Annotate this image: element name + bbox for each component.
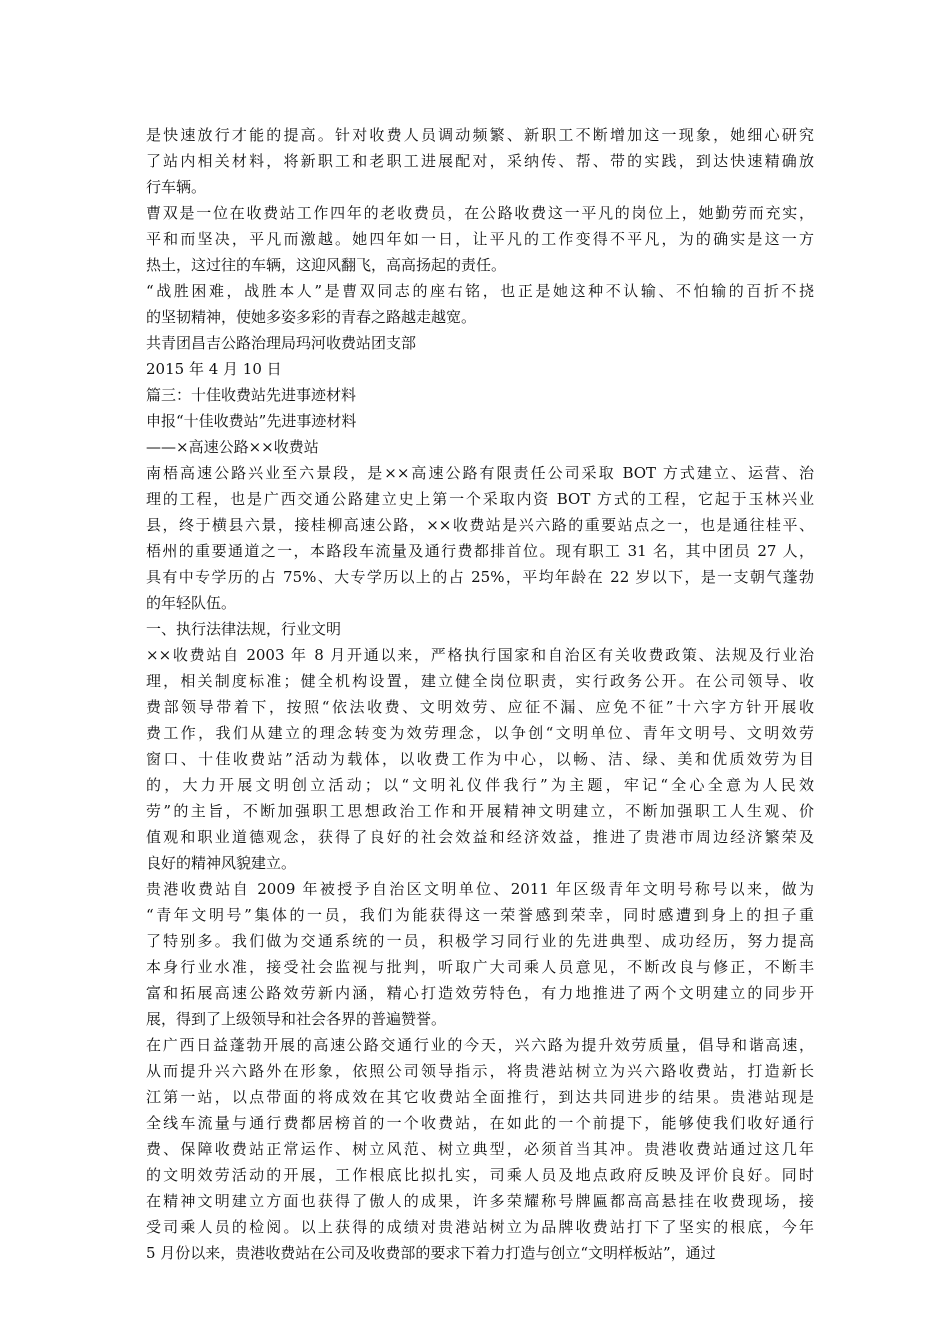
document-line: ××收费站自 2003 年 8 月开通以来，严格执行国家和自治区有关收费政策、法规及行业治 (146, 646, 814, 664)
document-paragraph (146, 1032, 814, 1266)
document-line: 贵港收费站自 2009 年被授予自治区文明单位、2011 年区级青年文明号称号以来，做为 (146, 880, 814, 898)
document-line: 值观和职业道德观念，获得了良好的社会效益和经济效益，推进了贵港市周边经济繁荣及 (146, 828, 814, 846)
document-line: 是快速放行才能的提高。针对收费人员调动频繁、新职工不断增加这一现象，她细心研究 (146, 126, 814, 144)
document-line: 理的工程，也是广西交通公路建立史上第一个采取内资 BOT 方式的工程，它起于玉林兴业 (146, 490, 814, 508)
document-line: 的文明效劳活动的开展，工作根底比拟扎实，司乘人员及地点政府反映及评价良好。同时 (146, 1166, 814, 1184)
document-page (146, 122, 814, 1266)
document-paragraph (146, 122, 814, 200)
document-line: 热土，这过往的车辆，这迎风翻飞，高高扬起的责任。 (146, 256, 507, 274)
document-line: “战胜困难，战胜本人”是曹双同志的座右铭，也正是她这种不认输、不怕输的百折不挠 (146, 282, 814, 300)
document-line: 南梧高速公路兴业至六景段，是××高速公路有限责任公司采取 BOT 方式建立、运营、治 (146, 464, 814, 482)
document-line: 具有中专学历的占 75%、大专学历以上的占 25%，平均年龄在 22 岁以下，是一支朝气蓬勃 (146, 568, 814, 586)
document-line: 窗口、十佳收费站”活动为载体，以收费工作为中心，以畅、洁、绿、美和优质效劳为目 (146, 750, 814, 768)
document-line: 受司乘人员的检阅。以上获得的成绩对贵港站树立为品牌收费站打下了坚实的根底，今年 (146, 1218, 814, 1236)
document-line: 的年轻队伍。 (146, 594, 237, 612)
document-line: 的坚韧精神，使她多姿多彩的青春之路越走越宽。 (146, 308, 477, 326)
document-paragraph (146, 330, 814, 356)
document-line: 行车辆。 (146, 178, 207, 196)
document-line: 申报“十佳收费站”先进事迹材料 (146, 412, 357, 430)
document-line: 篇三：十佳收费站先进事迹材料 (146, 386, 357, 404)
document-line: 江第一站，以点带面的将成效在其它收费站全面推行，到达共同进步的结果。贵港站现是 (146, 1088, 814, 1106)
document-line: 费工作，我们从建立的理念转变为效劳理念，以争创“文明单位、青年文明号、文明效劳 (146, 724, 814, 742)
document-line: 从而提升兴六路外在形象，依照公司领导指示，将贵港站树立为兴六路收费站，打造新长 (146, 1062, 814, 1080)
document-line: 良好的精神风貌建立。 (146, 854, 297, 872)
document-line: ——×高速公路××收费站 (146, 438, 319, 456)
document-paragraph (146, 434, 814, 460)
document-line: 在精神文明建立方面也获得了傲人的成果，许多荣耀称号牌匾都高高悬挂在收费现场，接 (146, 1192, 814, 1210)
document-line: 一、执行法律法规，行业文明 (146, 620, 342, 638)
document-line: 曹双是一位在收费站工作四年的老收费员，在公路收费这一平凡的岗位上，她勤劳而充实， (146, 204, 814, 222)
document-line: 县，终于横县六景，接桂柳高速公路，××收费站是兴六路的重要站点之一，也是通往桂平、 (146, 516, 814, 534)
document-line: 全线车流量与通行费都居榜首的一个收费站，在如此的一个前提下，能够使我们收好通行 (146, 1114, 814, 1132)
document-line: 梧州的重要通道之一，本路段车流量及通行费都排首位。现有职工 31 名，其中团员 27 人， (146, 542, 814, 560)
document-line: 费、保障收费站正常运作、树立风范、树立典型，必须首当其冲。贵港收费站通过这几年 (146, 1140, 814, 1158)
document-paragraph (146, 356, 814, 382)
document-line: “青年文明号”集体的一员，我们为能获得这一荣誉感到荣幸，同时感遭到身上的担子重 (146, 906, 814, 924)
document-line: 5 月份以来，贵港收费站在公司及收费部的要求下着力打造与创立“文明样板站”，通过 (146, 1244, 716, 1262)
document-paragraph (146, 642, 814, 876)
document-line: 费部领导带着下，按照“依法收费、文明效劳、应征不漏、应免不征”十六字方针开展收 (146, 698, 814, 716)
document-paragraph (146, 200, 814, 278)
document-line: 了站内相关材料，将新职工和老职工进展配对，采纳传、帮、带的实践，到达快速精确放 (146, 152, 814, 170)
document-line: 本身行业水准，接受社会监视与批判，听取广大司乘人员意见，不断改良与修正，不断丰 (146, 958, 814, 976)
document-line: 劳”的主旨，不断加强职工思想政治工作和开展精神文明建立，不断加强职工人生观、价 (146, 802, 814, 820)
document-line: 了特别多。我们做为交通系统的一员，积极学习同行业的先进典型、成功经历，努力提高 (146, 932, 814, 950)
document-line: 在广西日益蓬勃开展的高速公路交通行业的今天，兴六路为提升效劳质量，倡导和谐高速， (146, 1036, 814, 1054)
document-line: 平和而坚决，平凡而激越。她四年如一日，让平凡的工作变得不平凡，为的确实是这一方 (146, 230, 814, 248)
document-paragraph (146, 460, 814, 616)
document-line: 的，大力开展文明创立活动；以“文明礼仪伴我行”为主题，牢记“全心全意为人民效 (146, 776, 814, 794)
document-line: 展，得到了上级领导和社会各界的普遍赞誉。 (146, 1010, 447, 1028)
document-line: 富和拓展高速公路效劳新内涵，精心打造效劳特色，有力地推进了两个文明建立的同步开 (146, 984, 814, 1002)
document-paragraph (146, 408, 814, 434)
document-paragraph (146, 382, 814, 408)
document-line: 理，相关制度标准；健全机构设置，建立健全岗位职责，实行政务公开。在公司领导、收 (146, 672, 814, 690)
document-paragraph (146, 876, 814, 1032)
document-line: 共青团昌吉公路治理局玛河收费站团支部 (146, 334, 417, 352)
document-paragraph (146, 278, 814, 330)
document-paragraph (146, 616, 814, 642)
document-line: 2015 年 4 月 10 日 (146, 360, 282, 378)
